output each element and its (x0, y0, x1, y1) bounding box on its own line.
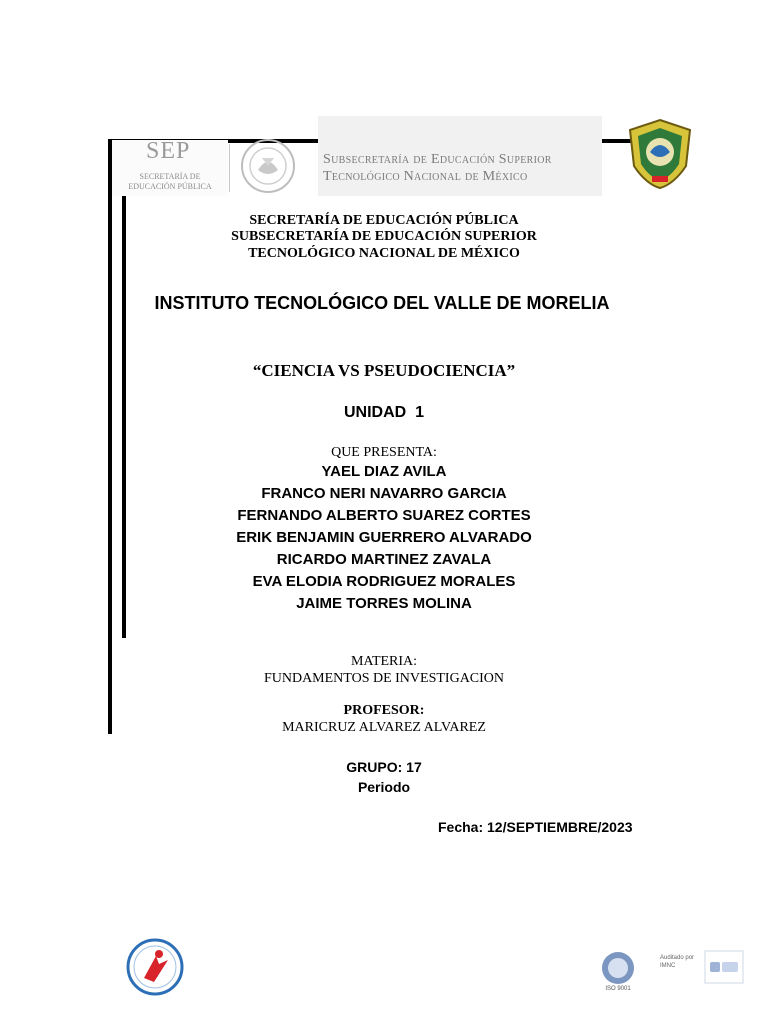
heading-sep: SECRETARÍA DE EDUCACIÓN PÚBLICA (249, 213, 519, 228)
sep-logo-subtitle: SECRETARÍA DE EDUCACIÓN PÚBLICA (128, 172, 212, 191)
certification-seal-icon (600, 950, 636, 986)
header-divider (229, 144, 230, 192)
subject-value: FUNDAMENTOS DE INVESTIGACION (263, 671, 505, 686)
itvm-shield-logo (624, 118, 696, 190)
education-emblem-icon (126, 938, 184, 996)
teacher-value: MARICRUZ ALVAREZ ALVAREZ (282, 720, 486, 735)
heading-subsecretaria: SUBSECRETARÍA DE EDUCACIÓN SUPERIOR (231, 229, 537, 244)
unit-label: UNIDAD 1 (343, 404, 424, 421)
presenter-name: RICARDO MARTINEZ ZAVALA (276, 551, 492, 568)
presenter-name: ERIK BENJAMIN GUERRERO ALVARADO (236, 529, 532, 546)
subject-label: MATERIA: (350, 654, 418, 669)
certification-code: ISO 9001 (605, 986, 631, 992)
presenters-label: QUE PRESENTA: (331, 445, 437, 460)
presenter-name: FRANCO NERI NAVARRO GARCIA (261, 485, 507, 502)
institute-title: INSTITUTO TECNOLÓGICO DEL VALLE DE MORELIA (154, 293, 610, 313)
imnc-logo-icon (704, 950, 744, 984)
certification-text: Auditado por IMNC (660, 955, 695, 969)
group-label: GRUPO: 17 (346, 759, 422, 775)
presenter-name: EVA ELODIA RODRIGUEZ MORALES (252, 573, 516, 590)
presenter-name: FERNANDO ALBERTO SUAREZ CORTES (237, 507, 531, 524)
sep-logo-word: SEP (146, 138, 191, 164)
work-title: “CIENCIA VS PSEUDOCIENCIA” (252, 361, 516, 380)
national-seal-icon (238, 136, 298, 196)
heading-tecnm: TECNOLÓGICO NACIONAL DE MÉXICO (248, 246, 520, 261)
presenter-name: YAEL DIAZ AVILA (321, 463, 447, 480)
tecnm-banner-line-2: Tecnológico Nacional de México (323, 169, 528, 184)
period-label: Periodo (357, 779, 411, 795)
tecnm-banner-line-1: Subsecretaría de Educación Superior (323, 152, 552, 167)
presenter-name: JAIME TORRES MOLINA (296, 595, 472, 612)
date-label: Fecha: 12/SEPTIEMBRE/2023 (438, 819, 633, 835)
teacher-label: PROFESOR: (343, 703, 425, 718)
